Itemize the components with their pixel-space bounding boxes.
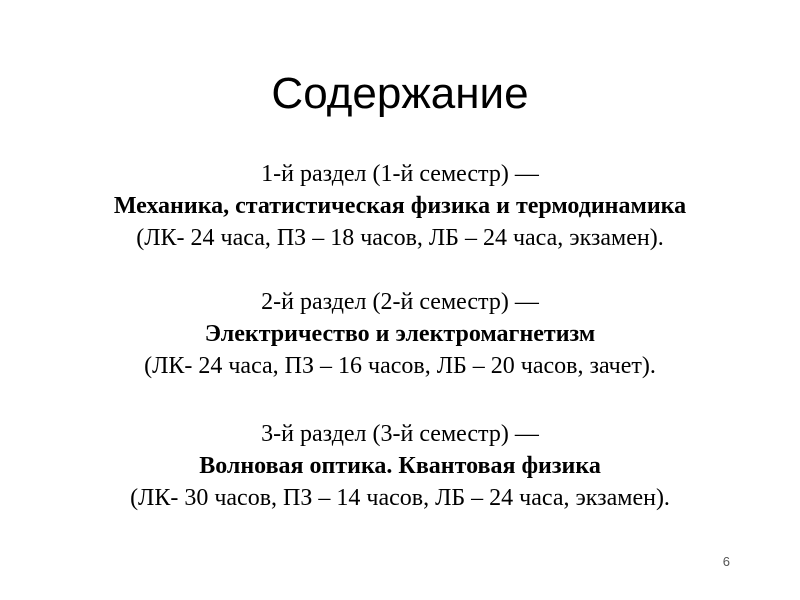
- section-2-topic: Электричество и электромагнетизм: [204, 321, 596, 347]
- section-3-hours: (ЛК- 30 часов, ПЗ – 14 часов, ЛБ – 24 часа, экзамен).: [130, 485, 670, 511]
- section-2-heading: 2-й раздел (2-й семестр) —: [261, 289, 539, 315]
- section-1-topic: Механика, статистическая физика и термодинамика: [113, 193, 687, 219]
- section-1-heading: 1-й раздел (1-й семестр) —: [261, 161, 539, 187]
- page-number: 6: [722, 554, 730, 569]
- section-1-hours: (ЛК- 24 часа, ПЗ – 18 часов, ЛБ – 24 часа, экзамен).: [136, 225, 664, 251]
- slide-title: Содержание: [271, 69, 529, 118]
- section-3: [0, 418, 800, 514]
- section-3-heading: 3-й раздел (3-й семестр) —: [261, 421, 539, 447]
- section-2-hours: (ЛК- 24 часа, ПЗ – 16 часов, ЛБ – 20 часов, зачет).: [144, 353, 656, 379]
- section-2: [0, 286, 800, 382]
- section-1: [0, 158, 800, 254]
- section-3-topic: Волновая оптика. Квантовая физика: [199, 453, 601, 479]
